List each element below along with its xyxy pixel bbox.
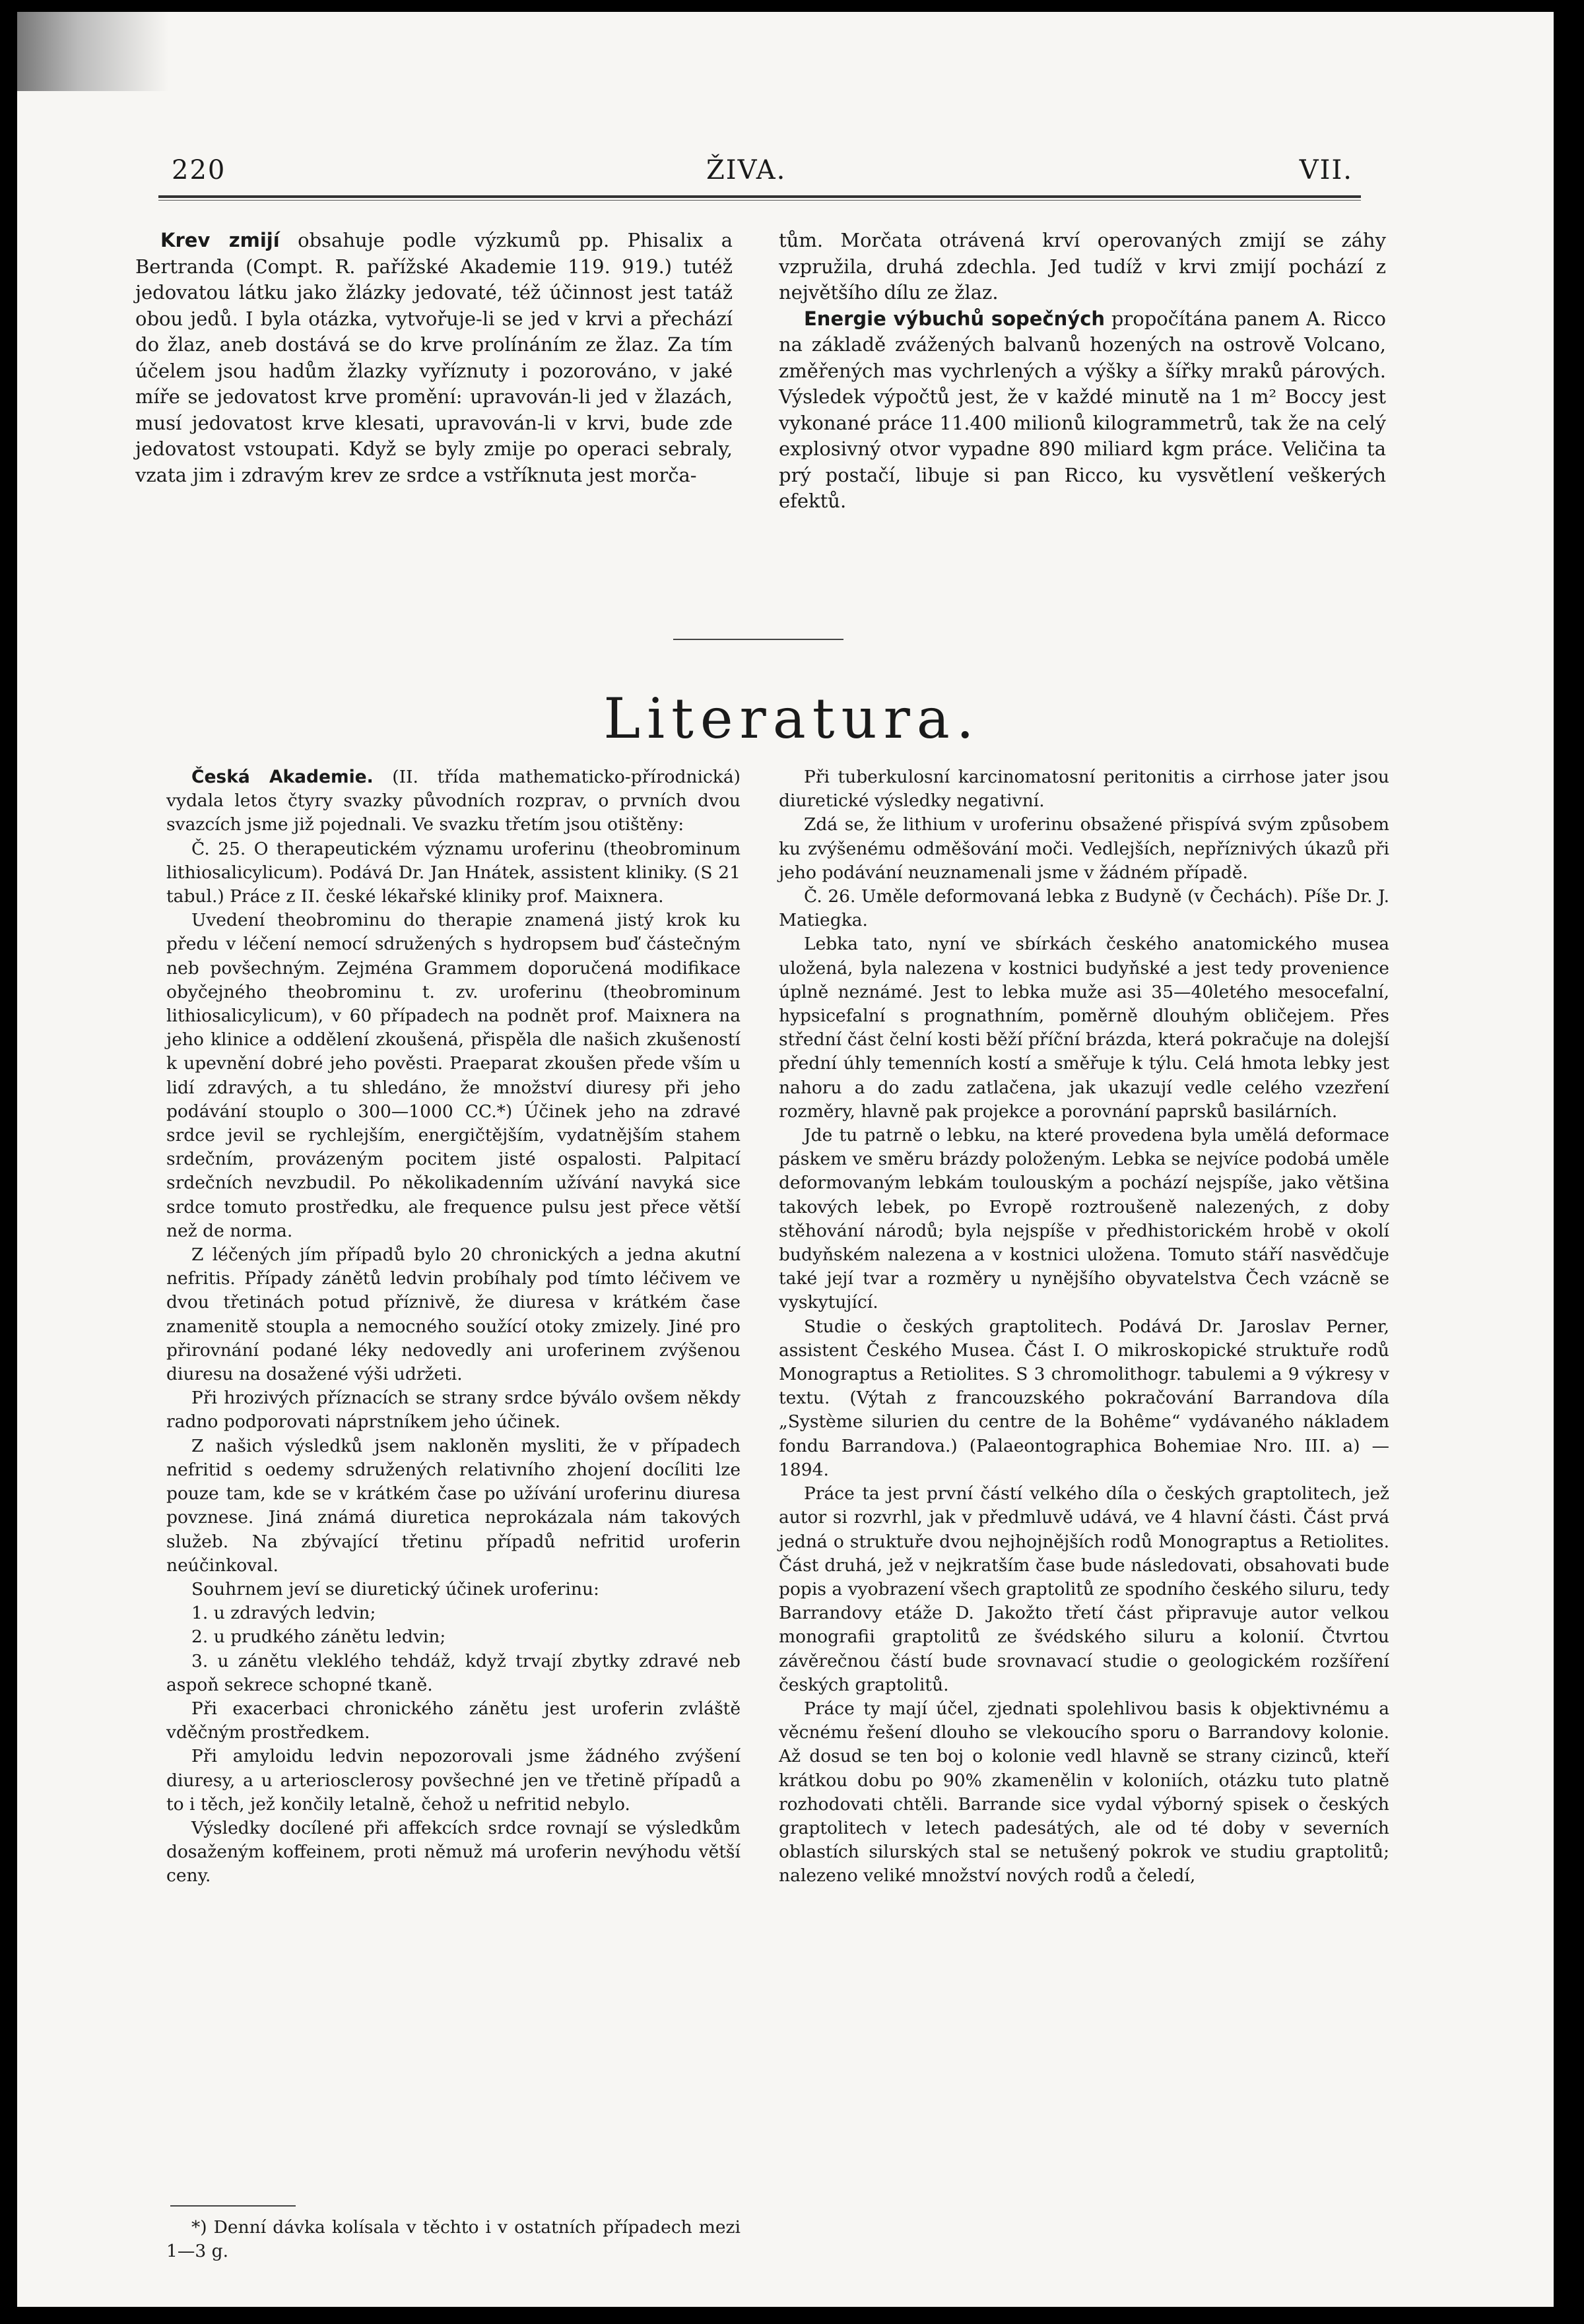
article-krev-zmiji <box>135 228 733 488</box>
graptolite-review-heading: Studie o českých graptolitech. Podává Dr. Jaroslav Perner, assistent Českého Musea. Část I. O mikroskopické struktuře rodů Monograptus a Retiolites. S 3 chromolithogr. tabulemi a 9 výkresy v textu. (Výtah z francouzského pokračování Barrandova díla „Système silurien du centre de la Bohême“ vydávaného nákladem fondu Barrandova.) (Palaeontographica Bohemiae Nro. III. a) — 1894. <box>779 1316 1389 1480</box>
header-rule <box>158 195 1361 201</box>
bottom-right-column <box>779 765 1389 1888</box>
paragraph: Zdá se, že lithium v uroferinu obsažené přispívá svým způsobem ku zvýšenému odměšování moči. Vedlejších, nepříznivých úkazů při jeho podávání neuznamenali jsme v žádném případě. <box>779 814 1389 883</box>
article-25-heading: Č. 25. O therapeutickém významu uroferinu (theobrominum lithiosalicylicum). Podává Dr. Jan Hnátek, assistent kliniky. (S 21 tabul.) Práce z II. české lékařské kliniky prof. Maixnera. <box>166 838 741 907</box>
list-item: 2. u prudkého zánětu ledvin; <box>191 1627 446 1648</box>
article-energie <box>779 306 1386 515</box>
review-intro <box>166 765 741 837</box>
paragraph: Z našich výsledků jsem nakloněn mysliti, že v případech nefritid s oedemy sdružených relativního zhojení docíliti lze pouze tam, kde se v krátkém čase po užívání uroferinu diuresa povznese. Jiná známá diuretica neprokázala nám takových služeb. Na zbývající třetinu případů nefritid uroferin neúčinkoval. <box>166 1435 741 1576</box>
page-number: 220 <box>172 155 226 185</box>
paragraph: Při amyloidu ledvin nepozorovali jsme žádného zvýšení diuresy, a u arteriosclerosy povšechné jen ve třetině případů a to i těch, jež končily letalně, čehož u nefritid nebylo. <box>166 1746 741 1815</box>
footnote-text: *) Denní dávka kolísala v těchto i v ostatních případech mezi 1—3 g. <box>166 2217 741 2262</box>
article-lead: Energie výbuchů sopečných <box>804 307 1106 330</box>
top-left-column <box>135 228 733 488</box>
paragraph: Jde tu patrně o lebku, na které provedena byla umělá deformace páskem ve směru brázdy položeným. Lebka se nejvíce podobá uměle deformovaným lebkám toulouským a pochází nejspíše, jako většina takových lebek, po Evropě roztroušeně nalezených, z doby stěhování národů; byla nejspíše v předhistorickém hrobě v okolí budyňském nalezena a v kostnici uložena. Tomuto stáří nasvědčuje také její tvar a rozměry u nynějšího obyvatelstva Čech vzácně se vyskytující. <box>779 1125 1389 1313</box>
paragraph: Práce ta jest první částí velkého díla o českých graptolitech, jež autor si rozvrhl, jak v předmluvě udává, ve 4 hlavní části. Část prvá jedná o struktuře dvou nejhojnějších rodů Monograptus a Retiolites. Část druhá, jež v nejkratším čase bude následovati, obsahovati bude popis a vyobrazení všech graptolitů ze spodního českého siluru, tedy Barrandovy etáže D. Jakožto třetí část připravuje autor velkou monografii graptolitů ze švédského siluru a kolonií. Čtvrtou závěrečnou částí bude srovnavací studie o geologickém rozšíření českých graptolitů. <box>779 1483 1389 1695</box>
paragraph: Souhrnem jeví se diuretický účinek uroferinu: <box>191 1578 599 1599</box>
paragraph: Při hrozivých příznacích se strany srdce býválo ovšem někdy radno podporovati náprstníkem jeho účinek. <box>166 1388 741 1433</box>
paragraph: Uvedení theobrominu do therapie znamená jistý krok ku předu v léčení nemocí sdružených s hydropsem buď částečným neb povšechným. Zejména Grammem doporučená modifikace obyčejného theobrominu t. zv. uroferinu (theobrominum lithiosalicylicum), v 60 případech na podnět prof. Maixnera na jeho klinice a oddělení zkoušená, přispěla dle našich zkušeností k upevnění dobré jeho pověsti. Praeparat zkoušen přede vším u lidí zdravých, a tu shledáno, že množství diuresy při jeho podávání stouplo o 300—1000 CC.*) Účinek jeho na zdravé srdce jevil se rychlejším, energičtějším, vydatnějším stahem srdečním, provázeným pocitem jisté ospalosti. Palpitací srdečních nevzbudil. Po několikadenním užívání navyká sice srdce tomuto prostředku, ale frequence pulsu jest přece větší než de norma. <box>166 910 741 1241</box>
article-text: propočítána panem A. Ricco na základě zvážených balvanů hozených na ostrově Volcano, změřených mas vychrlených a výšky a šířky mraků párových. Výsledek výpočtů jest, že v každé minutě na 1 m² Boccy jest vykonané práce 11.400 milionů kilogrammetrů, tak že na celý explosivný otvor vypadne 890 miliard kgm práce. Veličina ta prý postačí, libuje si pan Ricco, ku vysvětlení veškerých efektů. <box>779 307 1387 512</box>
scan-edge-shadow <box>17 12 169 91</box>
list-item: 1. u zdravých ledvin; <box>191 1603 376 1624</box>
bottom-left-column <box>166 765 741 1888</box>
section-title: Literatura. <box>603 686 981 751</box>
journal-title: ŽIVA. <box>706 155 787 185</box>
footnote <box>166 2216 741 2263</box>
running-header <box>152 155 1353 195</box>
review-lead: Česká Akademie. <box>191 767 374 787</box>
article-continuation: tům. Morčata otrávená krví operovaných zmijí se záhy vzpružila, druhá zdechla. Jed tudíž v krvi zmijí pochází z největšího dílu ze žlaz. <box>779 229 1386 304</box>
footnote-rule <box>170 2205 296 2207</box>
paragraph: Lebka tato, nyní ve sbírkách českého anatomického musea uložená, byla nalezena v kostnici budyňské a jest tedy provenience úplně neznámé. Jest to lebka muže asi 35—40letého mesocefalní, hypsicefalní s prognathním, poměrně dlouhým obličejem. Přes střední část čelní kosti běží příční brázda, která pokračuje na dolejší přední úhly temenních kostí a směřuje k týlu. Celá hmota lebky jest nahoru a do zadu zatlačena, jak ukazují vedle celého vzezření rozměry, hlavně pak projekce a porovnání paprsků basilárních. <box>779 934 1389 1122</box>
article-text: obsahuje podle výzkumů pp. Phisalix a Bertranda (Compt. R. pařížské Akademie 119. 919.) tutéž jedovatou látku jako žlázky jedovaté, též účinnost jest tatáž obou jedů. I byla otázka, vytvořuje-li se jed v krvi a přechází do žlaz, aneb dostává se do krve prolínáním ze žlaz. Za tím účelem jsou hadům žlazky vyříznuty i pozorováno, v jaké míře se jedovatost krve promění: upravován-li jed v žlazách, musí jedovatost krve klesati, upravován-li v krvi, bude zde jedovatost vstoupati. Když se byly zmije po operaci sebraly, vzata jim i zdravým krev ze srdce a vstříknuta jest morča- <box>135 229 733 486</box>
list-item: 3. u zánětu vleklého tehdáž, když trvají zbytky zdravé neb aspoň sekrece schopné tkaně. <box>166 1650 741 1695</box>
article-26-heading: Č. 26. Uměle deformovaná lebka z Budyně (v Čechách). Píše Dr. J. Matiegka. <box>779 886 1389 931</box>
top-right-column <box>779 228 1386 515</box>
section-divider <box>673 639 843 640</box>
volume-number: VII. <box>1299 155 1353 185</box>
paragraph: Při exacerbaci chronického zánětu jest uroferin zvláště vděčným prostředkem. <box>166 1698 741 1743</box>
paragraph: Práce ty mají účel, zjednati spolehlivou basis k objektivnému a věcnému řešení dlouho se vlekoucího sporu o Barrandovy kolonie. Až dosud se ten boj o kolonie vedl hlavně se strany cizinců, kteří krátkou dobu po 90% zkamenělin v koloniích, otázku tuto platně rozhodovati chtěli. Barrande sice vydal výborný spisek o českých graptolitech v letech padesátých, ale od té doby v severních oblastích silurských stal se netušený pokrok ve studiu graptolitů; nalezeno veliké množství nových rodů a čeledí, <box>779 1698 1389 1887</box>
paragraph: Výsledky docílené při affekcích srdce rovnají se výsledkům dosaženým koffeinem, proti němuž má uroferin nevýhodu větší ceny. <box>166 1817 741 1887</box>
paragraph: Z léčených jím případů bylo 20 chronických a jedna akutní nefritis. Případy zánětů ledvin probíhaly pod tímto léčivem ve dvou třetinách potud příznivě, že diuresa v krátkém čase znamenitě stoupla a nemocného soužící otoky zmizely. Jiné pro přirovnání podané léky nedovedly ani uroferinem zvýšenou diuresu na dosažené výši udržeti. <box>166 1244 741 1385</box>
article-lead: Krev zmijí <box>160 229 280 251</box>
paragraph: Při tuberkulosní karcinomatosní peritonitis a cirrhose jater jsou diuretické výsledky negativní. <box>779 767 1389 812</box>
review-intro-text: (II. třída mathematicko-přírodnická) vydala letos čtyry svazky původních rozprav, o prvních dvou svazcích jsme již pojednali. Ve svazku třetím jsou otištěny: <box>166 767 741 835</box>
